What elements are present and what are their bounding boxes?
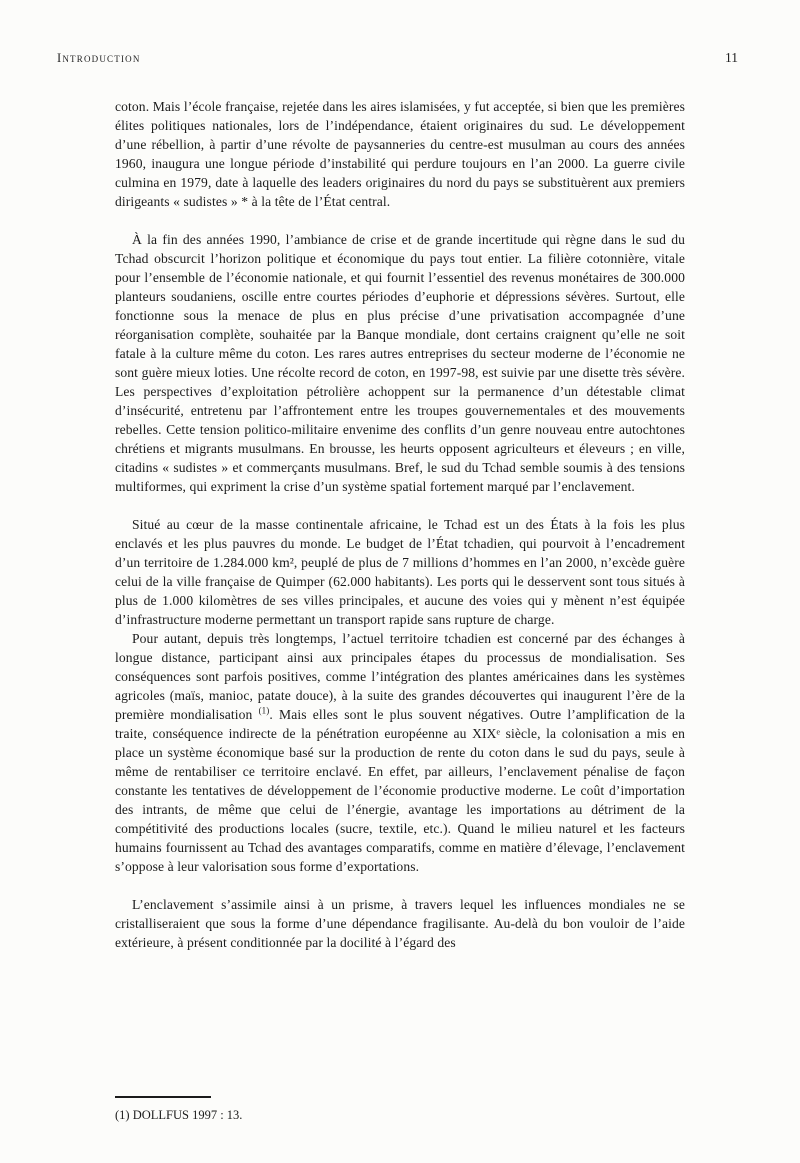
footnote-text: (1) DOLLFUS 1997 : 13. [115,1108,243,1122]
paragraph-4-text-after-note: . Mais elles sont le plus souvent négatives. Outre l’amplification de la traite, conséquence indirecte de la pénétration européenne au XIXᵉ siècle, la colonisation a mis en place un système économique basé sur la production de rente du coton dans le sud du pays, seule à même de rentabiliser ce territoire enclavé. En effet, par ailleurs, l’enclavement pénalise de façon constante les tentatives de développement de l’économie productive moderne. Le coût d’importation des intrants, de même que celui de l’énergie, avantage les importations au détriment de la compétitivité des productions locales (sucre, textile, etc.). Quand le milieu naturel et les facteurs humains fournissent au Tchad des avantages comparatifs, comme en matière d’élevage, l’enclavement s’oppose à leur valorisation sous forme d’exportations. [115,707,685,874]
footnote-rule [115,1096,211,1098]
paragraph-1: coton. Mais l’école française, rejetée dans les aires islamisées, y fut acceptée, si bien que les premières élites politiques nationales, lors de l’indépendance, étaient originaires du sud. Le développement d’une rébellion, à partir d’une révolte de paysanneries du centre-est musulman au cours des années 1960, inaugura une longue période d’instabilité qui perdure toujours en l’an 2000. La guerre civile culmina en 1979, date à laquelle des leaders originaires du nord du pays se substituèrent aux premiers dirigeants « sudistes » * à la tête de l’État central. [115,99,685,209]
footnote-area [115,1096,685,1123]
running-header [57,50,738,66]
footnote-reference-marker: (1) [258,705,270,716]
page-number: 11 [725,50,738,65]
paragraph-4-text-before-note: Pour autant, depuis très longtemps, l’actuel territoire tchadien est concerné par des échanges à longue distance, participant ainsi aux principales étapes du processus de mondialisation. Ses conséquences sont parfois positives, comme l’intégration des plantes américaines dans les systèmes agricoles (maïs, manioc, patate douce), à la suite des grandes découvertes qui inaugurent l’ère de la première mondialisation [115,631,685,722]
paragraph-5: L’enclavement s’assimile ainsi à un prisme, à travers lequel les influences mondiales ne se cristalliseraient que sous la forme d’une dépendance fragilisante. Au-delà du bon vouloir de l’aide extérieure, à présent conditionnée par la docilité à l’égard des [115,897,685,950]
paragraph-4 [115,629,685,876]
running-head-section-title: Introduction [57,51,141,65]
paragraph-3: Situé au cœur de la masse continentale africaine, le Tchad est un des États à la fois les plus enclavés et les plus pauvres du monde. Le budget de l’État tchadien, qui pourvoit à l’encadrement d’un territoire de 1.284.000 km², peuplé de plus de 7 millions d’hommes en l’an 2000, n’excède guère celui de la ville française de Quimper (62.000 habitants). Les ports qui le desservent sont tous situés à plus de 1.000 kilomètres de ses villes principales, et aucune des voies qui y mènent n’est équipée d’infrastructure moderne permettant un transport rapide sans rupture de charge. [115,517,685,627]
paragraph-2: À la fin des années 1990, l’ambiance de crise et de grande incertitude qui règne dans le sud du Tchad obscurcit l’horizon politique et économique du pays tout entier. La filière cotonnière, vitale pour l’ensemble de l’économie nationale, et qui fournit l’essentiel des revenus monétaires de 300.000 planteurs soudaniens, oscille entre courtes périodes d’euphorie et dépressions sévères. Surtout, elle fonctionne sous la menace de plus en plus précise d’une privatisation accompagnée d’une réorganisation complète, souhaitée par la Banque mondiale, dont certains craignent qu’elle ne soit fatale à la culture même du coton. Les rares autres entreprises du secteur moderne de l’économie ne sont guère mieux loties. Une récolte record de coton, en 1997-98, est suivie par une disette très sévère. Les perspectives d’exploitation pétrolière achoppent sur la permanence d’un détestable climat d’insécurité, entretenu par l’affrontement entre les troupes gouvernementales et des mouvements rebelles. Cette tension politico-militaire envenime des conflits d’un genre nouveau entre autochtones chrétiens et migrants musulmans. En brousse, les heurts opposent agriculteurs et éleveurs ; en ville, citadins « sudistes » et commerçants musulmans. Bref, le sud du Tchad semble soumis à des tensions multiformes, qui expriment la crise d’un système spatial fortement marqué par l’enclavement. [115,232,685,494]
body-text-block [115,97,685,952]
